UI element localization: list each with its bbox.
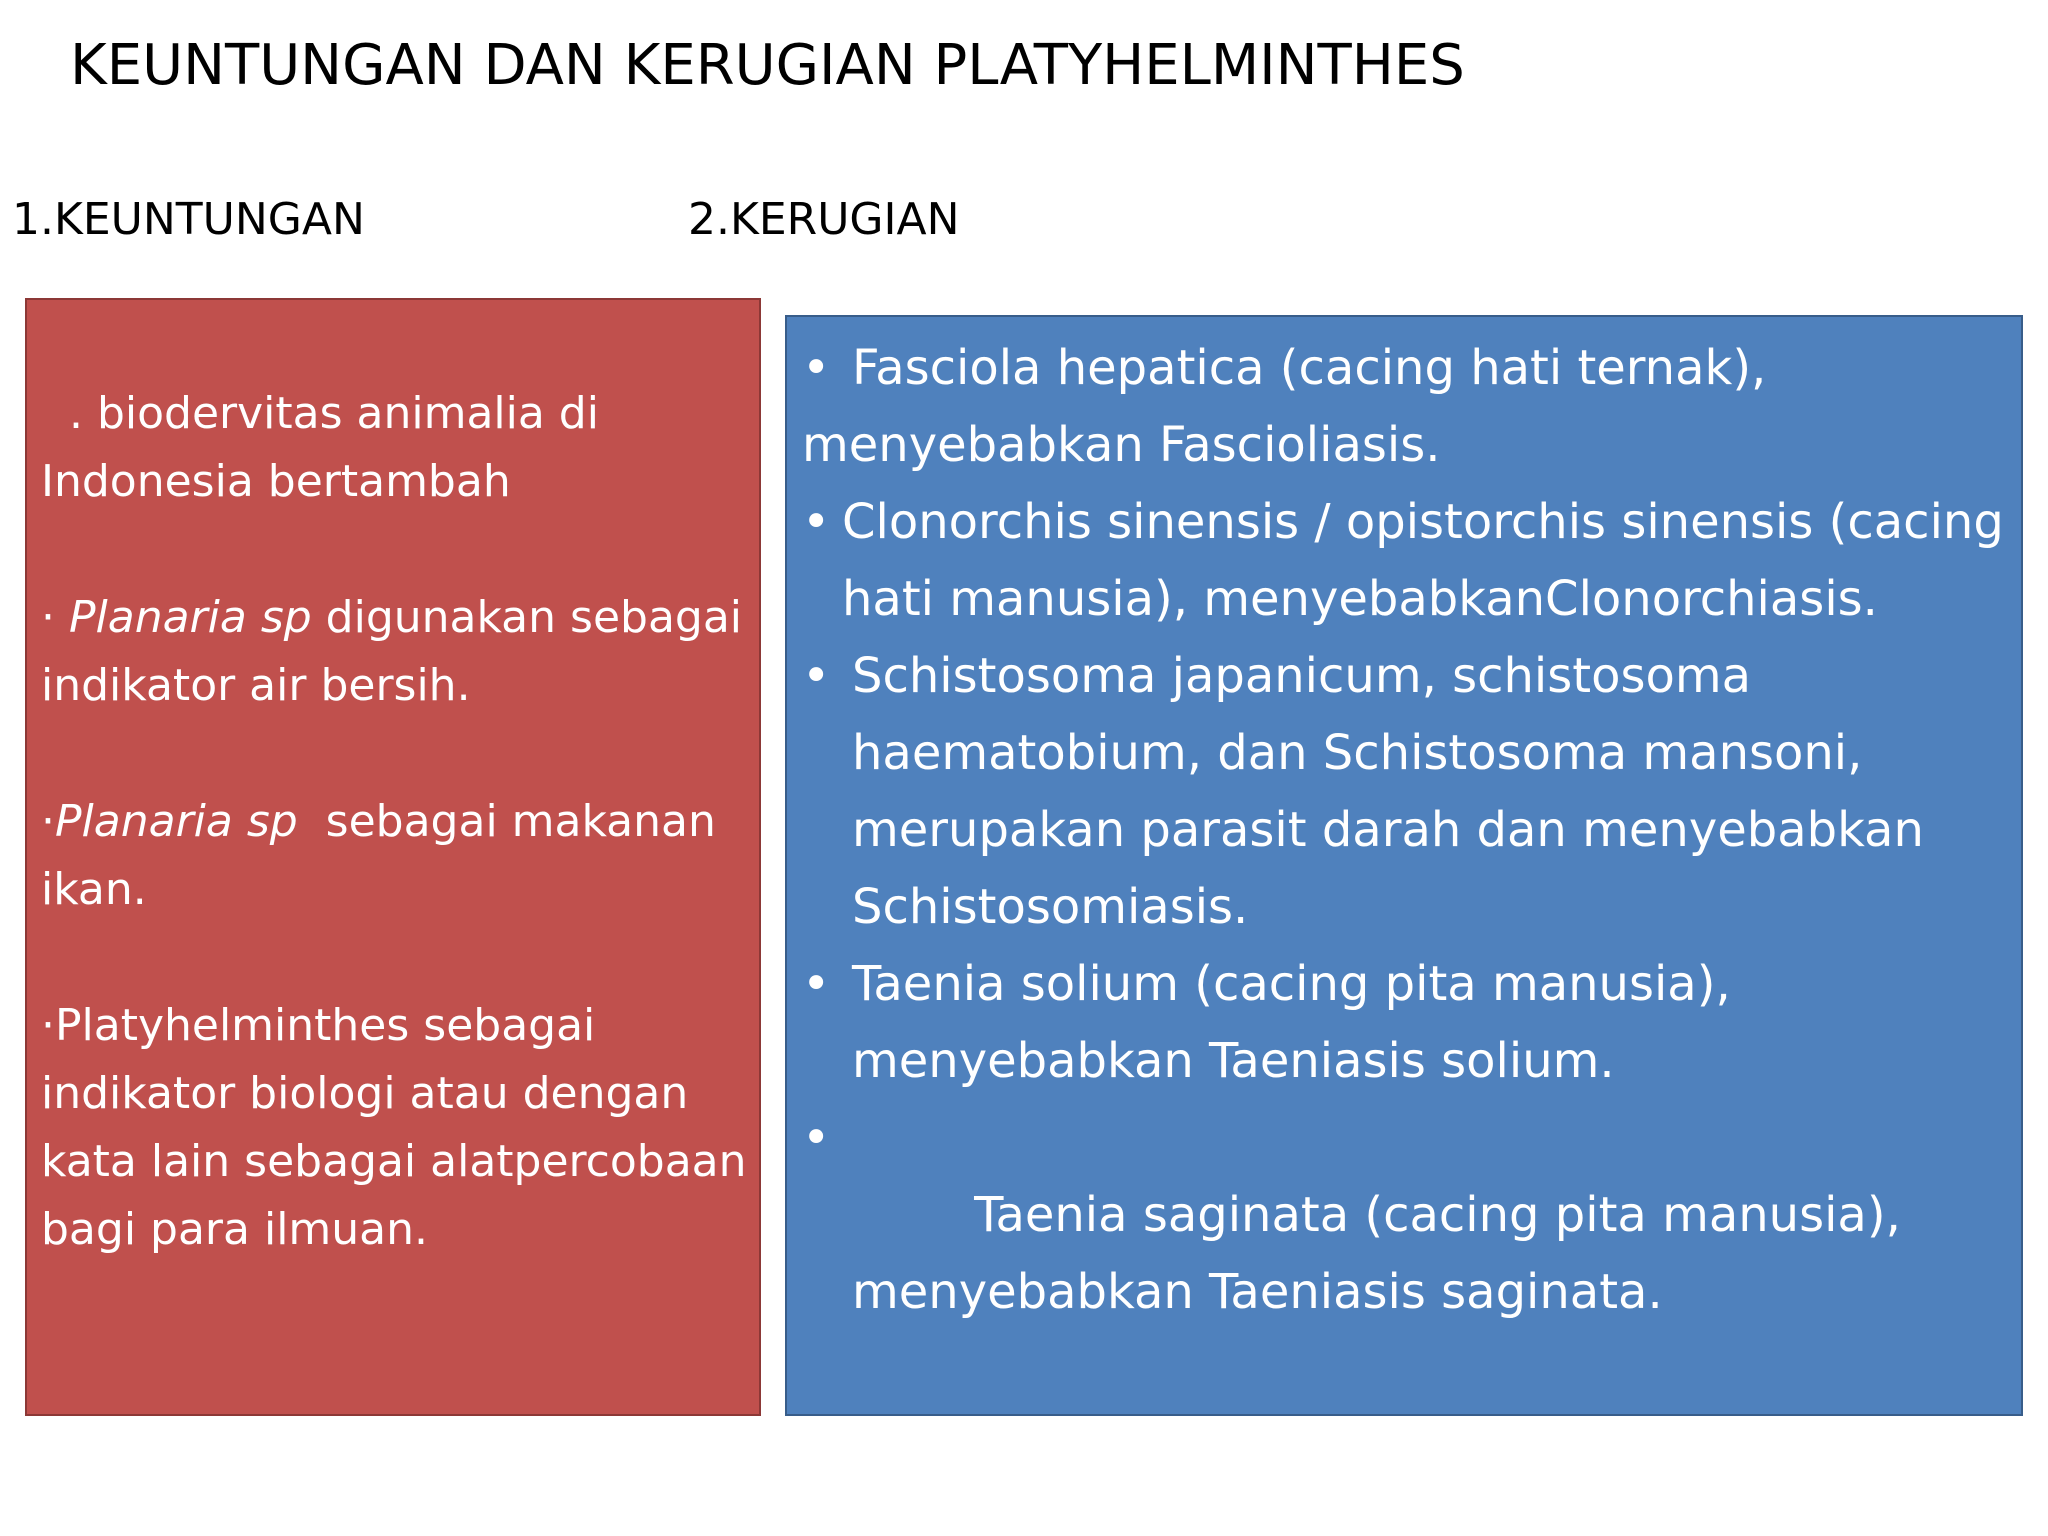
list-item-text: Schistosoma japanicum, schistosoma haematobium, dan Schistosoma mansoni, merupakan parasit darah dan menyebabkan Schistosomiasis. — [852, 648, 1924, 935]
bullet-icon: • — [802, 340, 831, 396]
species-name: Planaria sp — [55, 796, 298, 847]
keuntungan-heading: 1.KEUNTUNGAN — [12, 194, 365, 245]
kerugian-heading: 2.KERUGIAN — [688, 194, 960, 245]
keuntungan-item-indikator-air — [41, 584, 757, 720]
keuntungan-item-makanan-ikan — [41, 788, 749, 924]
kerugian-item-schistosoma — [802, 638, 2011, 946]
kerugian-item-taenia-solium — [802, 946, 2011, 1100]
kerugian-item-taenia-saginata — [802, 1100, 2011, 1408]
kerugian-list — [802, 330, 2011, 1408]
bullet-icon: • — [802, 956, 831, 1012]
keuntungan-item-biodiversitas — [41, 380, 749, 516]
kerugian-box — [785, 315, 2023, 1416]
keuntungan-item-text: . biodervitas animalia di Indonesia bertambah — [41, 388, 613, 507]
item-text: digunakan sebagai indikator air bersih. — [41, 592, 757, 711]
bullet-icon: • — [802, 494, 831, 550]
keuntungan-item-text: ·Platyhelminthes sebagai indikator biologi atau dengan kata lain sebagai alatpercobaan bagi para ilmuan. — [41, 1000, 747, 1255]
list-item-text: Fasciola hepatica (cacing hati ternak), — [852, 340, 1767, 396]
list-item-text: Taenia solium (cacing pita manusia), menyebabkan Taeniasis solium. — [852, 956, 1731, 1089]
bullet-icon: • — [802, 1110, 831, 1166]
kerugian-item-clonorchis — [802, 484, 2011, 638]
list-item-text: Taenia saginata (cacing pita manusia), menyebabkan Taeniasis saginata. — [852, 1187, 1917, 1320]
slide-title: KEUNTUNGAN DAN KERUGIAN PLATYHELMINTHES — [70, 33, 1465, 98]
list-item-text: Clonorchis sinensis / opistorchis sinensis (cacing hati manusia), menyebabkanClonorchiasis. — [842, 494, 2004, 627]
item-text: sebagai makanan ikan. — [41, 796, 730, 915]
keuntungan-item-indikator-biologi — [41, 992, 749, 1264]
kerugian-item-fasciola — [802, 330, 2011, 484]
list-item-text: menyebabkan Fascioliasis. — [802, 417, 1441, 473]
species-name: Planaria sp — [68, 592, 312, 643]
bullet-icon: • — [802, 648, 831, 704]
item-prefix: · — [41, 592, 69, 643]
keuntungan-box — [25, 298, 761, 1416]
item-prefix: · — [41, 796, 55, 847]
